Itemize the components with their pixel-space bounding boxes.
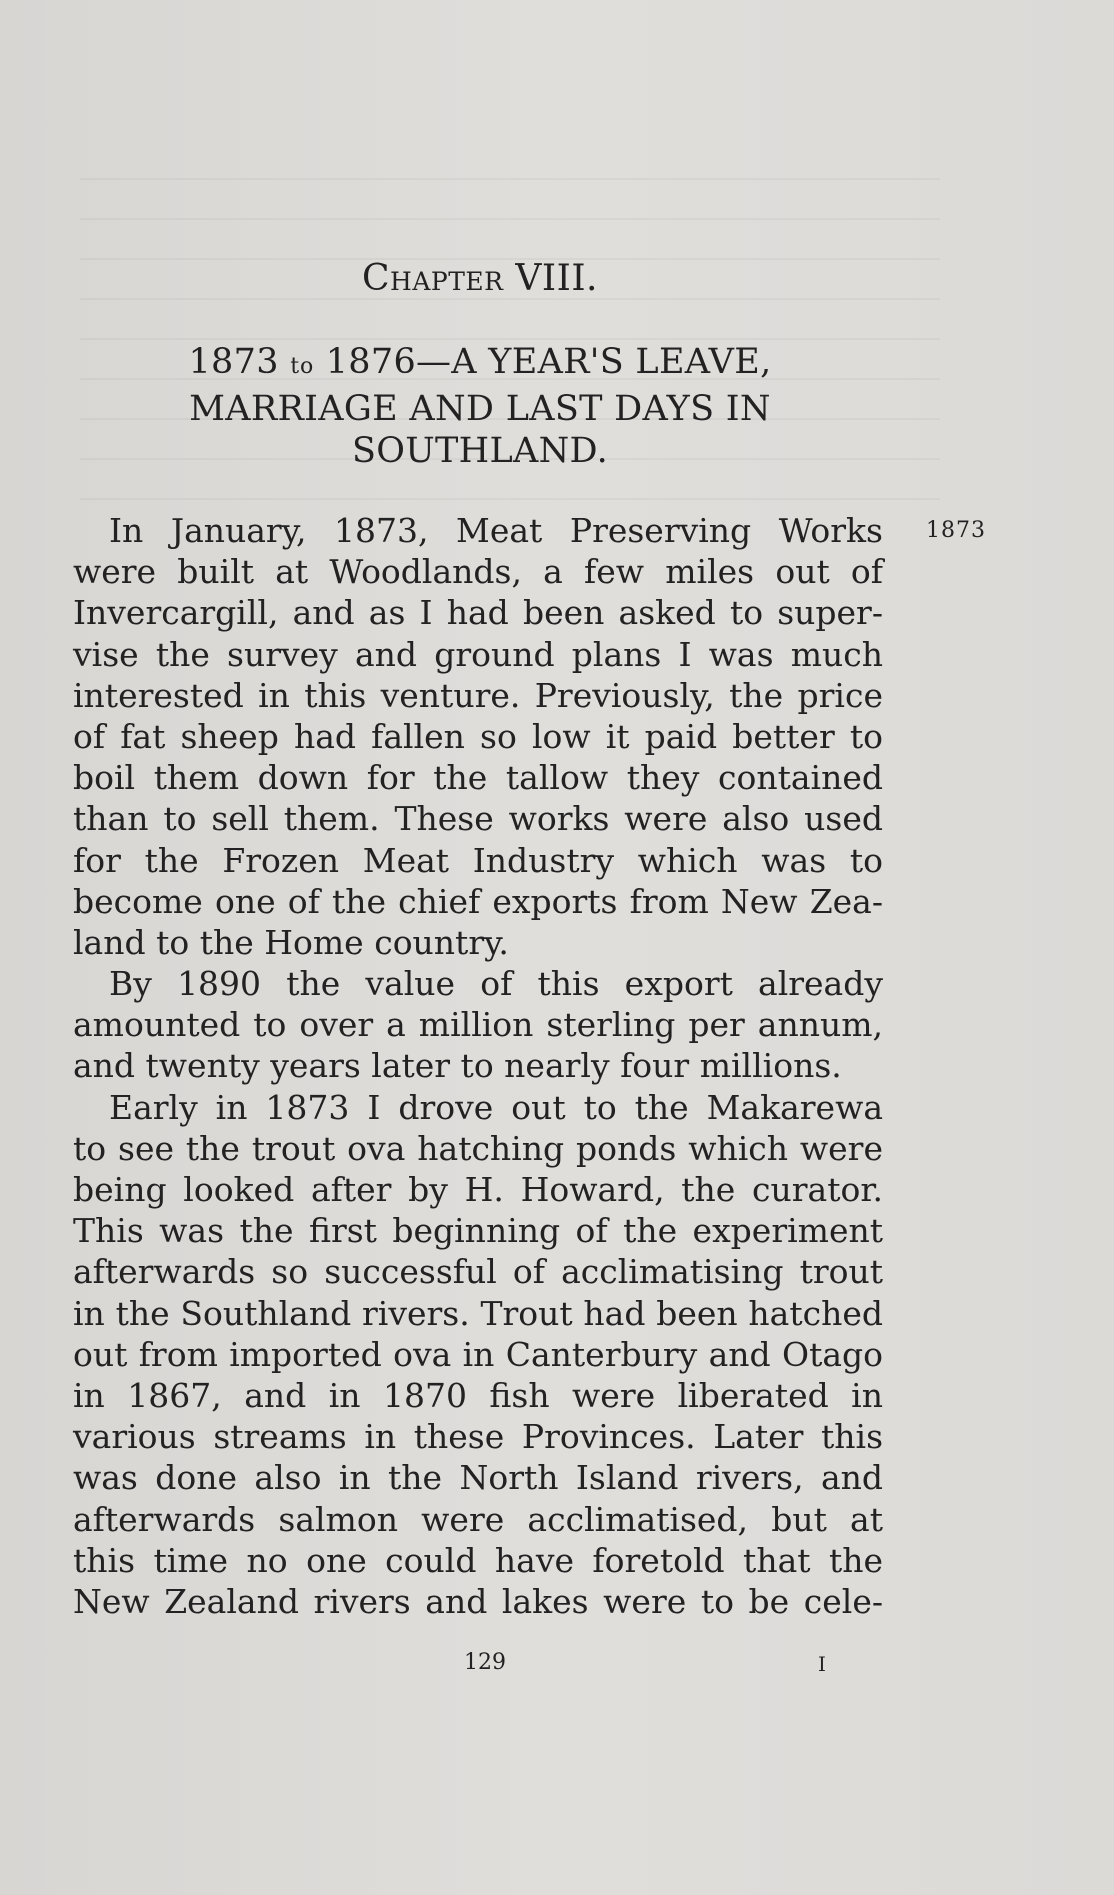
- chapter-heading: Chapter VIII.: [361, 258, 599, 299]
- chapter-title-line-2: MARRIAGE AND LAST DAYS IN: [189, 389, 771, 429]
- body-line: to see the trout ova hatching ponds which were: [73, 1128, 883, 1168]
- chapter-title-line-1: [70, 341, 890, 388]
- body-line: than to sell them. These works were also used: [73, 799, 883, 839]
- title-to: to: [290, 354, 315, 379]
- body-line: various streams in these Provinces. Later this: [73, 1417, 883, 1457]
- body-line: afterwards salmon were acclimatised, but at: [73, 1499, 883, 1539]
- body-line: in 1867, and in 1870 fish were liberated in: [73, 1375, 883, 1415]
- body-line: land to the Home country.: [73, 922, 509, 962]
- chapter-title: [70, 341, 890, 472]
- body-line: for the Frozen Meat Industry which was to: [73, 840, 883, 880]
- title-line-1-rest: 1876—A YEAR'S LEAVE,: [325, 342, 772, 382]
- body-line: interested in this venture. Previously, the price: [73, 675, 883, 715]
- signature-mark: I: [818, 1652, 826, 1676]
- margin-year-note: 1873: [926, 518, 986, 543]
- body-line: afterwards so successful of acclimatising trout: [73, 1252, 883, 1292]
- body-line: was done also in the North Island rivers, and: [73, 1458, 883, 1498]
- body-line: being looked after by H. Howard, the curator.: [73, 1170, 883, 1209]
- body-line: out from imported ova in Canterbury and Otago: [73, 1334, 883, 1374]
- chapter-title-line-3: SOUTHLAND.: [351, 431, 609, 471]
- body-line: and twenty years later to nearly four millions.: [73, 1046, 842, 1086]
- body-line: New Zealand rivers and lakes were to be cele-: [73, 1581, 883, 1621]
- body-line: in the Southland rivers. Trout had been hatched: [73, 1293, 883, 1333]
- body-line: of fat sheep had fallen so low it paid better to: [73, 716, 883, 756]
- body-line: Early in 1873 I drove out to the Makarewa: [109, 1087, 883, 1127]
- body-line: In January, 1873, Meat Preserving Works: [109, 511, 883, 550]
- body-line: become one of the chief exports from New Zea-: [73, 881, 883, 921]
- page-number: 129: [464, 1650, 506, 1675]
- title-year-start: 1873: [188, 342, 279, 382]
- body-line: Invercargill, and as I had been asked to super-: [73, 593, 883, 633]
- body-line: This was the first beginning of the experiment: [73, 1211, 883, 1251]
- body-line: this time no one could have foretold that the: [73, 1540, 883, 1580]
- body-line: vise the survey and ground plans I was much: [73, 634, 883, 674]
- body-line: amounted to over a million sterling per annum,: [73, 1005, 883, 1045]
- body-line: boil them down for the tallow they contained: [73, 758, 883, 798]
- body-line: were built at Woodlands, a few miles out of: [73, 552, 883, 592]
- body-line: By 1890 the value of this export already: [109, 964, 883, 1004]
- body-text: [73, 510, 883, 1622]
